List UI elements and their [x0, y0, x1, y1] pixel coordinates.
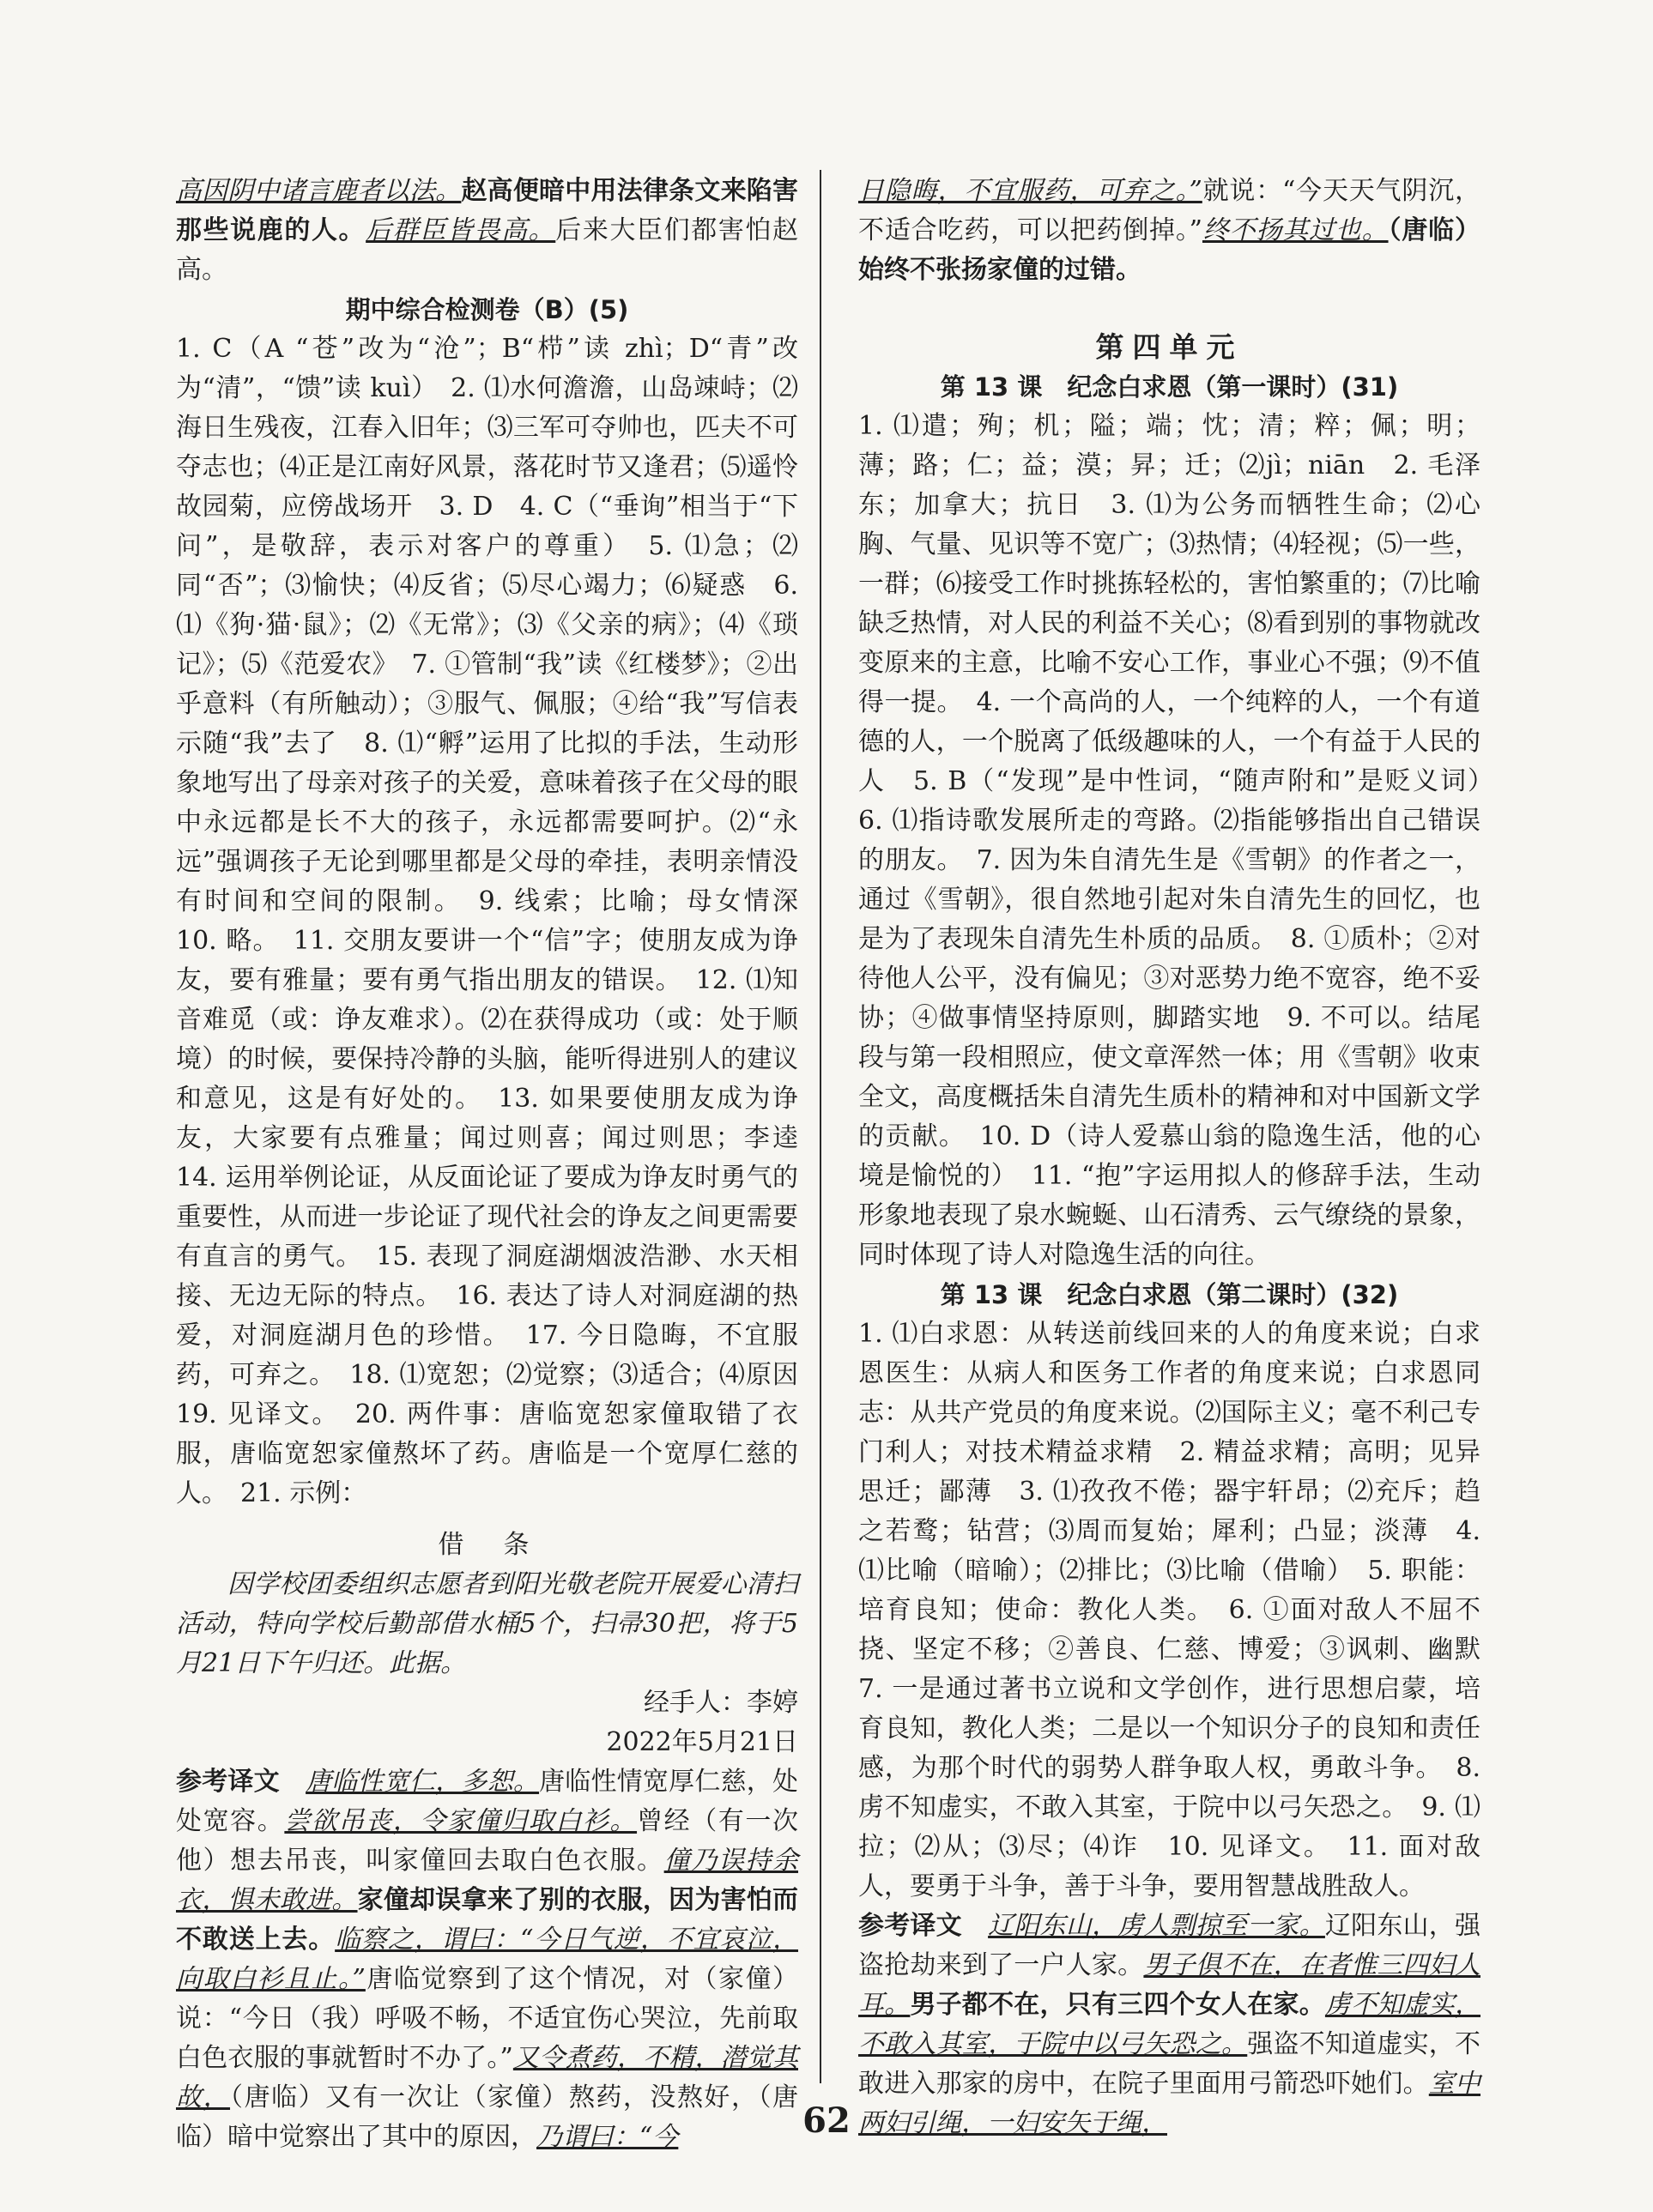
- translation-left: [176, 1762, 798, 2157]
- exam-b-answers: 1. C（A “苍”改为“沧”；B“栉”读 zhì；D“青”改为“清”，“馈”读 kuì） 2. ⑴水何澹澹，山岛竦峙；⑵海日生残夜，江春入旧年；⑶三军可夺帅也，匹夫不可夺志也；⑷正是江南好风景，落花时节又逢君；⑸遥怜故园菊，应傍战场开 3. D 4. C（“垂询”相当于“下问”，是敬辞，表示对客户的尊重） 5. ⑴急；⑵同“否”；⑶愉快；⑷反省；⑸尽心竭力；⑹疑惑 6. ⑴《狗·猫·鼠》；⑵《无常》；⑶《父亲的病》；⑷《琐记》；⑸《范爱农》 7. ①管制“我”读《红楼梦》；②出乎意料（有所触动）；③服气、佩服；④给“我”写信表示随“我”去了 8. ⑴“孵”运用了比拟的手法，生动形象地写出了母亲对孩子的关爱，意味着孩子在父母的眼中永远都是长不大的孩子，永远都需要呵护。⑵“永远”强调孩子无论到哪里都是父母的牵挂，表明亲情没有时间和空间的限制。 9. 线索；比喻；母女情深 10. 略。 11. 交朋友要讲一个“信”字；使朋友成为诤友，要有雅量；要有勇气指出朋友的错误。 12. ⑴知音难觅（或：诤友难求）。⑵在获得成功（或：处于顺境）的时候，要保持冷静的头脑，能听得进别人的建议和意见，这是有好处的。 13. 如果要使朋友成为诤友，大家要有点雅量；闻过则喜；闻过则思；李逵 14. 运用举例论证，从反面论证了要成为诤友时勇气的重要性，从而进一步论证了现代社会的诤友之间更需要有直言的勇气。 15. 表现了洞庭湖烟波浩渺、水天相接、无边无际的特点。 16. 表达了诗人对洞庭湖的热爱，对洞庭湖月色的珍惜。 17. 今日隐晦，不宜服药，可弃之。 18. ⑴宽恕；⑵觉察；⑶适合；⑷原因 19. 见译文。 20. 两件事：唐临宽恕家僮取错了衣服，唐临宽恕家僮熬坏了药。唐临是一个宽厚仁慈的人。 21. 示例：: [176, 334, 824, 1508]
- translation-text: （唐临）又有一次让（家僮）熬药，没熬好，（唐临）暗中觉察出了其中的原因，: [176, 2082, 799, 2152]
- translation-text: 男子都不在，只有三四个女人在家。: [910, 1990, 1325, 2020]
- right-top-paragraph: [858, 172, 1480, 290]
- translation-text: 曾经（有一次他）想去吊丧，叫家僮回去取白色衣服。: [176, 1806, 799, 1876]
- original-text: 男子俱不在，在者惟三四妇人耳。: [858, 1950, 1481, 2020]
- original-text: 日隐晦，不宜服药，可弃之。”: [858, 176, 1202, 206]
- translation-text: 赵高便暗中用法律条文来陷害那些说鹿的人。: [176, 176, 799, 245]
- original-text: 尝欲吊丧，令家僮归取白衫。: [284, 1806, 638, 1836]
- lesson-13-part1-answers: 1. ⑴遣；殉；机；隘；端；忱；清；粹；佩；明；薄；路；仁；益；漠；昇；迁；⑵jì；niān 2. 毛泽东；加拿大；抗日 3. ⑴为公务而牺牲生命；⑵心胸、气量、见识等不宽广；⑶热情；⑷轻视；⑸一些，一群；⑹接受工作时挑拣轻松的，害怕繁重的；⑺比喻缺乏热情，对人民的利益不关心；⑻看到别的事物就改变原来的主意，比喻不安心工作，事业心不强；⑼不值得一提。 4. 一个高尚的人，一个纯粹的人，一个有道德的人，一个脱离了低级趣味的人，一个有益于人民的人 5. B（“发现”是中性词，“随声附和”是贬义词） 6. ⑴指诗歌发展所走的弯路。⑵指能够指出自己错误的朋友。 7. 因为朱自清先生是《雪朝》的作者之一，通过《雪朝》，很自然地引起对朱自清先生的回忆，也是为了表现朱自清先生朴质的品质。 8. ①质朴；②对待他人公平，没有偏见；③对恶势力绝不宽容，绝不妥协；④做事情坚持原则，脚踏实地 9. 不可以。结尾段与第一段相照应，使文章浑然一体；用《雪朝》收束全文，高度概括朱自清先生质朴的精神和对中国新文学的贡献。 10. D（诗人爱慕山翁的隐逸生活，他的心境是愉悦的） 11. “抱”字运用拟人的修辞手法，生动形象地表现了泉水蜿蜒、山石清秀、云气缭绕的景象，同时体现了诗人对隐逸生活的向往。: [858, 411, 1506, 1270]
- translation-text: 唐临性情宽厚仁慈，处处宽容。: [176, 1767, 799, 1836]
- original-text: 乃谓曰：“今: [536, 2122, 679, 2152]
- translation-text: 家僮却误拿来了别的衣服，因为害怕而不敢送上去。: [176, 1885, 799, 1955]
- note-body: 因学校团委组织志愿者到阳光敬老院开展爱心清扫活动，特向学校后勤部借水桶5个，扫帚30把，将于5月21日下午归还。此据。: [176, 1569, 798, 1678]
- translation-label: 参考译文: [176, 1767, 280, 1797]
- lesson-13-part1-heading: 第 13 课 纪念白求恩（第一课时）(31): [940, 372, 1399, 402]
- original-text: 又令煮药，不精，潜觉其故，: [176, 2043, 798, 2112]
- translation-text: 后来大臣们都害怕赵高。: [176, 215, 799, 285]
- translation-text: （唐临）始终不张扬家僮的过错。: [858, 215, 1481, 285]
- exam-b-heading: 期中综合检测卷（B）(5): [345, 295, 629, 324]
- translation-label: 参考译文: [858, 1911, 962, 1941]
- translation-text: 辽阳东山，强盗抢劫来到了一户人家。: [858, 1911, 1481, 1980]
- original-text: 临察之，谓曰：“今日气逆，不宜哀泣，向取白衫且止。”: [176, 1925, 799, 1994]
- unit-title: 第四单元: [1095, 330, 1244, 364]
- translation-text: 就说：“今天天气阴沉，不适合吃药，可以把药倒掉。”: [858, 176, 1481, 245]
- page-number: 62: [802, 2100, 851, 2141]
- translation-text: 强盗不知道虚实，不敢进入那家的房中，在院子里面用弓箭恐吓她们。: [858, 2029, 1481, 2099]
- original-text: 唐临性宽仁，多恕。: [306, 1767, 540, 1797]
- left-top-paragraph: [176, 172, 798, 290]
- original-text: 后群臣皆畏高。: [366, 215, 556, 245]
- original-text: 僮乃误持余衣，惧未敢进。: [176, 1846, 799, 1915]
- note-signer: 经手人：李婷: [644, 1688, 798, 1718]
- note-title: 借 条: [438, 1530, 536, 1560]
- original-text: 终不扬其过也。: [1202, 215, 1389, 245]
- original-text: 高因阴中诸言鹿者以法。: [176, 176, 462, 206]
- left-column: [176, 172, 824, 2152]
- original-text: 室中两妇引绳，一妇安矢于绳，: [858, 2069, 1481, 2138]
- lesson-13-part2-answers: 1. ⑴白求恩：从转送前线回来的人的角度来说；白求恩医生：从病人和医务工作者的角度来说；白求恩同志：从共产党员的角度来说。⑵国际主义；毫不利己专门利人；对技术精益求精 2. 精益求精；高明；见异思迁；鄙薄 3. ⑴孜孜不倦；器宇轩昂；⑵充斥；趋之若鹜；钻营；⑶周而复始；犀利；凸显；淡薄 4. ⑴比喻（暗喻）；⑵排比；⑶比喻（借喻） 5. 职能：培育良知；使命：教化人类。 6. ①面对敌人不屈不挠、坚定不移；②善良、仁慈、博爱；③讽刺、幽默 7. 一是通过著书立说和文学创作，进行思想启蒙，培育良知，教化人类；二是以一个知识分子的良知和责任感，为那个时代的弱势人群争取人权，勇敢斗争。 8. 虏不知虚实，不敢入其室，于院中以弓矢恐之。 9. ⑴拉；⑵从；⑶尽；⑷诈 10. 见译文。 11. 面对敌人，要勇于斗争，善于斗争，要用智慧战胜敌人。: [858, 1319, 1506, 1901]
- translation-text: 唐临觉察到了这个情况，对（家僮）说：“今日（我）呼吸不畅，不适宜伤心哭泣，先前取白色衣服的事就暂时不办了。”: [176, 1964, 798, 2073]
- original-text: 虏不知虚实，不敢入其室，于院中以弓矢恐之。: [858, 1990, 1481, 2059]
- original-text: 辽阳东山，虏人剽掠至一家。: [988, 1911, 1325, 1941]
- note-date: 2022年5月21日: [606, 1727, 798, 1757]
- right-column: [858, 172, 1506, 2138]
- lesson-13-part2-heading: 第 13 课 纪念白求恩（第二课时）(32): [940, 1280, 1399, 1309]
